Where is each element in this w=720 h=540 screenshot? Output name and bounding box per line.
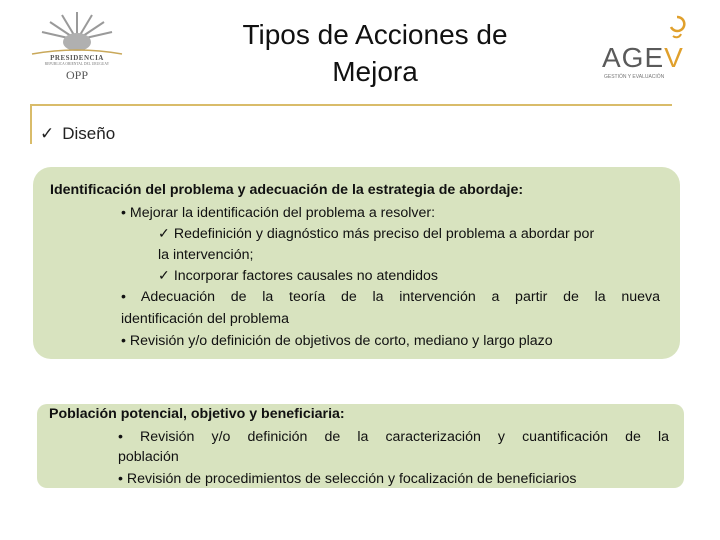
agev-tagline: GESTIÓN Y EVALUACIÓN bbox=[604, 74, 665, 80]
header-divider bbox=[30, 104, 672, 106]
header-side-rule bbox=[30, 104, 32, 144]
page-title bbox=[200, 16, 550, 90]
presidencia-label: PRESIDENCIA bbox=[50, 54, 104, 62]
page-title-line2: Mejora bbox=[332, 56, 418, 87]
box2-bullet-caracterizacion-cont: población bbox=[118, 449, 179, 465]
box1-sub-incorporar: ✓ Incorporar factores causales no atendidos bbox=[158, 268, 439, 284]
sun-emblem-icon bbox=[22, 10, 132, 56]
box1-bullet-adecuacion-cont: identificación del problema bbox=[121, 311, 289, 327]
agev-wordmark bbox=[602, 42, 684, 74]
box1-sub-redefinicion-cont: la intervención; bbox=[158, 247, 254, 263]
problem-identification-box bbox=[33, 167, 680, 359]
section-label-text: Diseño bbox=[62, 124, 116, 143]
republica-label: REPUBLICA ORIENTAL DEL URUGUAY bbox=[44, 62, 110, 66]
box2-bullet-caracterizacion: • Revisión y/o definición de la caracterización y cuantificación de la bbox=[118, 429, 669, 445]
agev-logo bbox=[600, 10, 688, 84]
box1-sub-redefinicion: ✓ Redefinición y diagnóstico más preciso del problema a abordar por bbox=[158, 226, 595, 242]
checkmark-icon: ✓ bbox=[40, 124, 55, 143]
box2-bullet-procedimientos: • Revisión de procedimientos de selección y focalización de beneficiarios bbox=[118, 471, 577, 487]
agev-swirl-icon bbox=[668, 14, 686, 40]
agev-wordmark-age: AGE bbox=[602, 42, 665, 73]
box1-heading: Identificación del problema y adecuación de la estrategia de abordaje: bbox=[50, 182, 524, 198]
agev-wordmark-v: V bbox=[664, 42, 684, 73]
page-title-line1: Tipos de Acciones de bbox=[242, 19, 508, 50]
box2-heading: Población potencial, objetivo y beneficiaria: bbox=[49, 406, 345, 422]
box1-bullet-revision: • Revisión y/o definición de objetivos de corto, mediano y largo plazo bbox=[121, 333, 553, 349]
box1-bullet-adecuacion: • Adecuación de la teoría de la intervención a partir de la nueva bbox=[121, 289, 660, 305]
opp-label: OPP bbox=[65, 68, 88, 82]
box1-bullet-improve: • Mejorar la identificación del problema a resolver: bbox=[121, 205, 436, 221]
target-population-box bbox=[37, 404, 684, 488]
section-label bbox=[40, 124, 115, 144]
opp-logo bbox=[22, 10, 132, 82]
